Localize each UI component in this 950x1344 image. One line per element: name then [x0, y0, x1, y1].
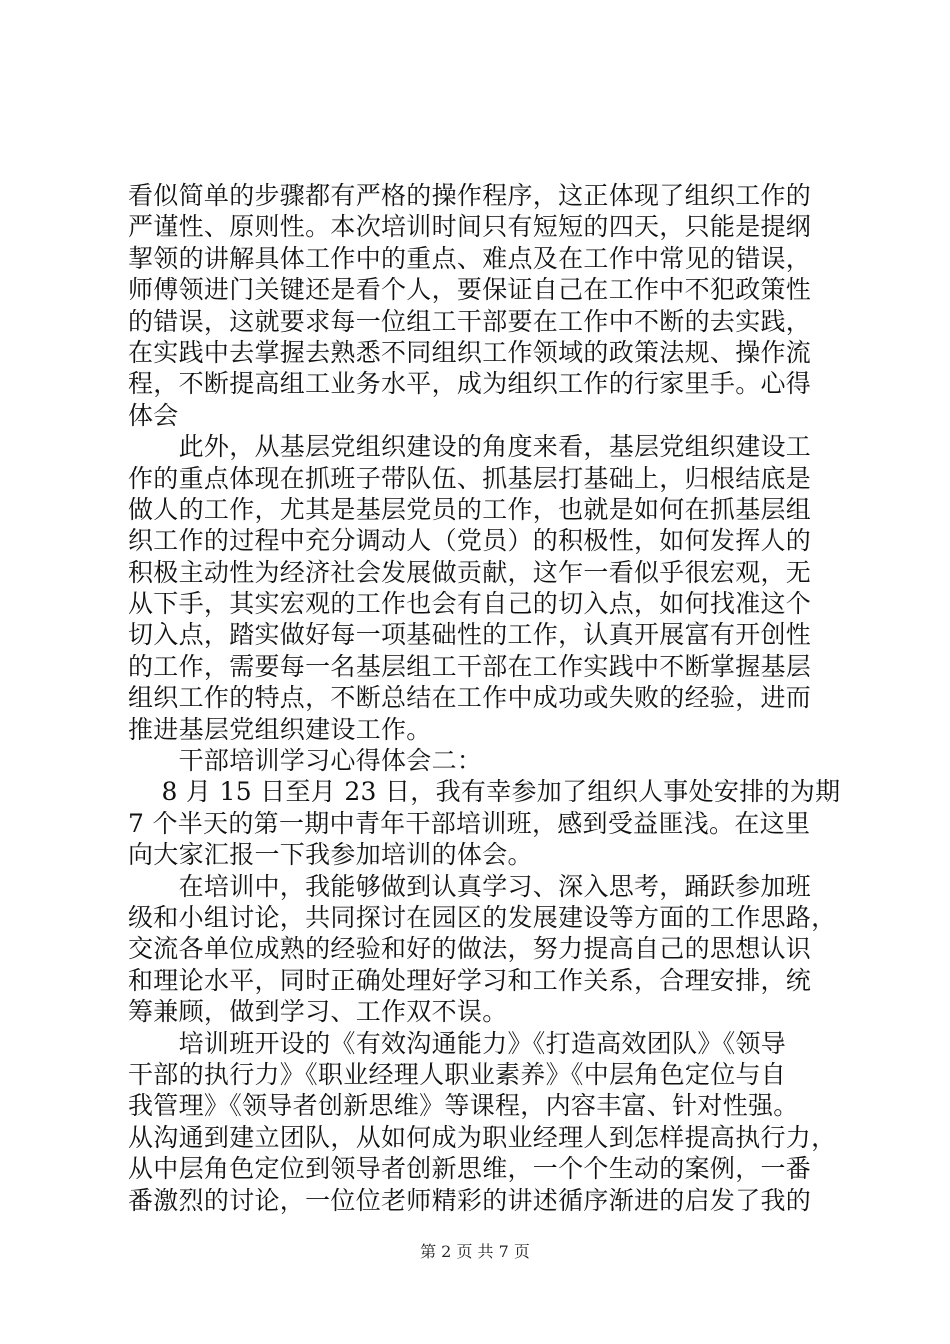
- text-line: 交流各单位成熟的经验和好的做法，努力提高自己的思想认识: [128, 934, 812, 964]
- text-line: 我管理》《领导者创新思维》等课程，内容丰富、针对性强。: [128, 1091, 799, 1121]
- text-line: 的工作，需要每一名基层组工干部在工作实践中不断掌握基层: [128, 651, 812, 681]
- page-number-label: 第 2 页 共 7 页: [420, 1242, 530, 1261]
- text-line: 向大家汇报一下我参加培训的体会。: [128, 840, 533, 870]
- text-line: 严谨性、原则性。本次培训时间只有短短的四天，只能是提纲: [128, 212, 812, 242]
- text-line: 干部的执行力》《职业经理人职业素养》《中层角色定位与自: [128, 1059, 787, 1089]
- text-line: 从中层角色定位到领导者创新思维，一个个生动的案例，一番: [128, 1154, 812, 1184]
- text-line: 师傅领进门关键还是看个人，要保证自己在工作中不犯政策性: [128, 275, 812, 305]
- text-line: 在培训中，我能够做到认真学习、深入思考，踊跃参加班: [128, 871, 812, 901]
- text-line: 积极主动性为经济社会发展做贡献，这乍一看似乎很宏观，无: [128, 557, 812, 587]
- text-line: 8 月 15 日至月 23 日，我有幸参加了组织人事处安排的为期: [128, 777, 841, 807]
- text-line: 7 个半天的第一期中青年干部培训班，感到受益匪浅。在这里: [128, 808, 811, 838]
- text-line: 此外，从基层党组织建设的角度来看，基层党组织建设工: [128, 432, 812, 462]
- document-body: [128, 180, 841, 1216]
- text-line: 组织工作的特点，不断总结在工作中成功或失败的经验，进而: [128, 683, 812, 713]
- text-line: 程，不断提高组工业务水平，成为组织工作的行家里手。心得: [128, 369, 812, 399]
- text-line: 培训班开设的《有效沟通能力》《打造高效团队》《领导: [128, 1028, 787, 1058]
- text-line: 的错误，这就要求每一位组工干部要在工作中不断的去实践，: [128, 306, 812, 336]
- text-line: 体会: [128, 400, 179, 430]
- section-heading: 干部培训学习心得体会二：: [128, 746, 483, 776]
- text-line: 番激烈的讨论，一位位老师精彩的讲述循序渐进的启发了我的: [128, 1185, 812, 1215]
- text-line: 推进基层党组织建设工作。: [128, 714, 432, 744]
- text-line: 在实践中去掌握去熟悉不同组织工作领域的政策法规、操作流: [128, 337, 812, 367]
- text-line: 从下手，其实宏观的工作也会有自己的切入点，如何找准这个: [128, 589, 812, 619]
- text-line: 级和小组讨论，共同探讨在园区的发展建设等方面的工作思路，: [128, 902, 837, 932]
- text-line: 做人的工作，尤其是基层党员的工作，也就是如何在抓基层组: [128, 494, 812, 524]
- text-line: 作的重点体现在抓班子带队伍、抓基层打基础上，归根结底是: [128, 463, 812, 493]
- text-line: 从沟通到建立团队，从如何成为职业经理人到怎样提高执行力，: [128, 1122, 837, 1152]
- text-line: 挈领的讲解具体工作中的重点、难点及在工作中常见的错误，: [128, 243, 812, 273]
- text-line: 看似简单的步骤都有严格的操作程序，这正体现了组织工作的: [128, 181, 812, 210]
- page-footer: [0, 1242, 950, 1262]
- text-line: 和理论水平，同时正确处理好学习和工作关系，合理安排，统: [128, 965, 812, 995]
- text-line: 筹兼顾，做到学习、工作双不误。: [128, 997, 508, 1027]
- text-line: 织工作的过程中充分调动人（党员）的积极性，如何发挥人的: [128, 526, 812, 556]
- text-line: 切入点，踏实做好每一项基础性的工作，认真开展富有开创性: [128, 620, 812, 650]
